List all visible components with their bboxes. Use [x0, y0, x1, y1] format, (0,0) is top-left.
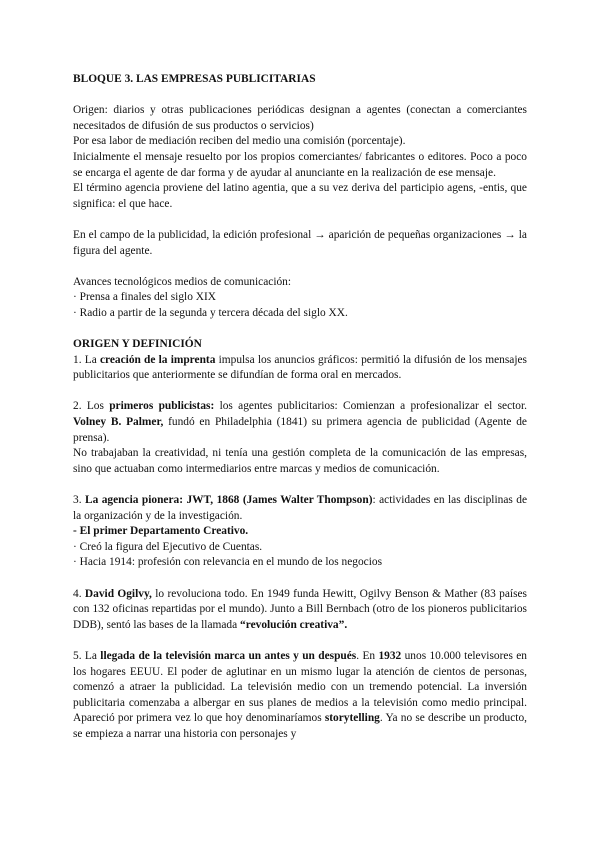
advances-item-radio: · Radio a partir de la segunda y tercera década del siglo XX.: [73, 306, 348, 319]
document-body: [73, 72, 527, 743]
item-4-paragraph: 4. David Ogilvy, lo revoluciona todo. En 1949 funda Hewitt, Ogilvy Benson & Mather (83 países con 132 oficinas repartidas por el mundo). Junto a Bill Bernbach (otro de los pioneros publicitarios DDB), sentó las bases de la llamada “revolución creativa”.: [73, 587, 527, 631]
item-3-bold: La agencia pionera: JWT, 1868 (James Walter Thompson): [85, 494, 373, 507]
item-2-paragraph-2: No trabajaban la creatividad, ni tenía una gestión completa de la comunicación de las empresas, sino que actuaban como intermediarios entre marcas y medios de comunicación.: [73, 447, 527, 475]
item-2-paragraph: 2. Los primeros publicistas: los agentes publicitarios: Comienzan a profesionalizar el sector. Volney B. Palmer, fundó en Philadelphia (1841) su primera agencia de publicidad (Agente de prensa).: [73, 400, 527, 444]
intro-paragraph-4: El término agencia proviene del latino agentia, que a su vez deriva del participio agens, -entis, que significa: el que hace.: [73, 182, 527, 210]
item-2-bold-publicistas: primeros publicistas:: [109, 400, 215, 413]
document-title: BLOQUE 3. LAS EMPRESAS PUBLICITARIAS: [73, 73, 316, 85]
item-5-paragraph: 5. La llegada de la televisión marca un antes y un después. En 1932 unos 10.000 televisores en los hogares EEUU. El poder de aglutinar en un mismo lugar la atención de cientos de personas, comenzó a atraer la publicidad. La televisión medio con un tremendo potencial. La inversión publicitaria comenzaba a albergar en sus planes de medios a la televisión como medio principal. Apareció por primera vez lo que hoy denominaríamos storytelling. Ya no se describe un producto, se empieza a narrar una historia con personajes y: [73, 649, 527, 740]
item-5-bold-storytelling: storytelling: [324, 712, 380, 725]
intro-paragraph-2: Por esa labor de mediación reciben del medio una comisión (porcentaje).: [73, 135, 406, 148]
item-2-bold-palmer: Volney B. Palmer,: [73, 416, 164, 429]
item-5-bold-1932: 1932: [378, 649, 402, 662]
advances-item-press: · Prensa a finales del siglo XIX: [73, 291, 216, 304]
item-5-bold-television: llegada de la televisión marca un antes y un después: [100, 649, 357, 662]
item-4-bold-ogilvy: David Ogilvy,: [84, 587, 152, 600]
item-4-bold-revolucion: “revolución creativa”.: [240, 618, 348, 631]
section-title-origen: ORIGEN Y DEFINICIÓN: [73, 338, 202, 351]
spacer: [73, 571, 527, 587]
item-3-bullet-ejecutivo: · Creó la figura del Ejecutivo de Cuentas.: [73, 540, 263, 553]
item-1-bold: creación de la imprenta: [99, 353, 216, 366]
item-1-paragraph: 1. La creación de la imprenta impulsa los anuncios gráficos: permitió la difusión de los mensajes publicitarios que anteriormente se difundían de forma oral en mercados.: [73, 353, 527, 382]
advances-title: Avances tecnológicos medios de comunicación:: [73, 275, 292, 288]
item-3-paragraph: 3. La agencia pionera: JWT, 1868 (James Walter Thompson): actividades en las disciplinas de la organización y de la investigación.: [73, 494, 528, 522]
spacer: [73, 259, 527, 275]
spacer: [73, 384, 527, 400]
spacer: [73, 88, 527, 104]
intro-paragraph-1: Origen: diarios y otras publicaciones periódicas designan a agentes (conectan a comerciantes necesitados de difusión de sus productos o servicios): [73, 104, 527, 132]
intro-paragraph-3: Inicialmente el mensaje resuelto por los propios comerciantes/ fabricantes o editores. Poco a poco se encarga el agente de dar forma y de ayudar al anunciante en la realización de ese mensaje.: [73, 150, 527, 179]
spacer: [73, 633, 527, 649]
spacer: [73, 212, 527, 228]
item-3-bullet-creative-dept: - El primer Departamento Creativo.: [73, 525, 249, 538]
spacer: [73, 322, 527, 338]
intro-paragraph-5: En el campo de la publicidad, la edición profesional → aparición de pequeñas organizaciones → la figura del agente.: [73, 228, 527, 257]
spacer: [73, 477, 527, 493]
item-3-bullet-1914: · Hacia 1914: profesión con relevancia en el mundo de los negocios: [73, 556, 383, 569]
